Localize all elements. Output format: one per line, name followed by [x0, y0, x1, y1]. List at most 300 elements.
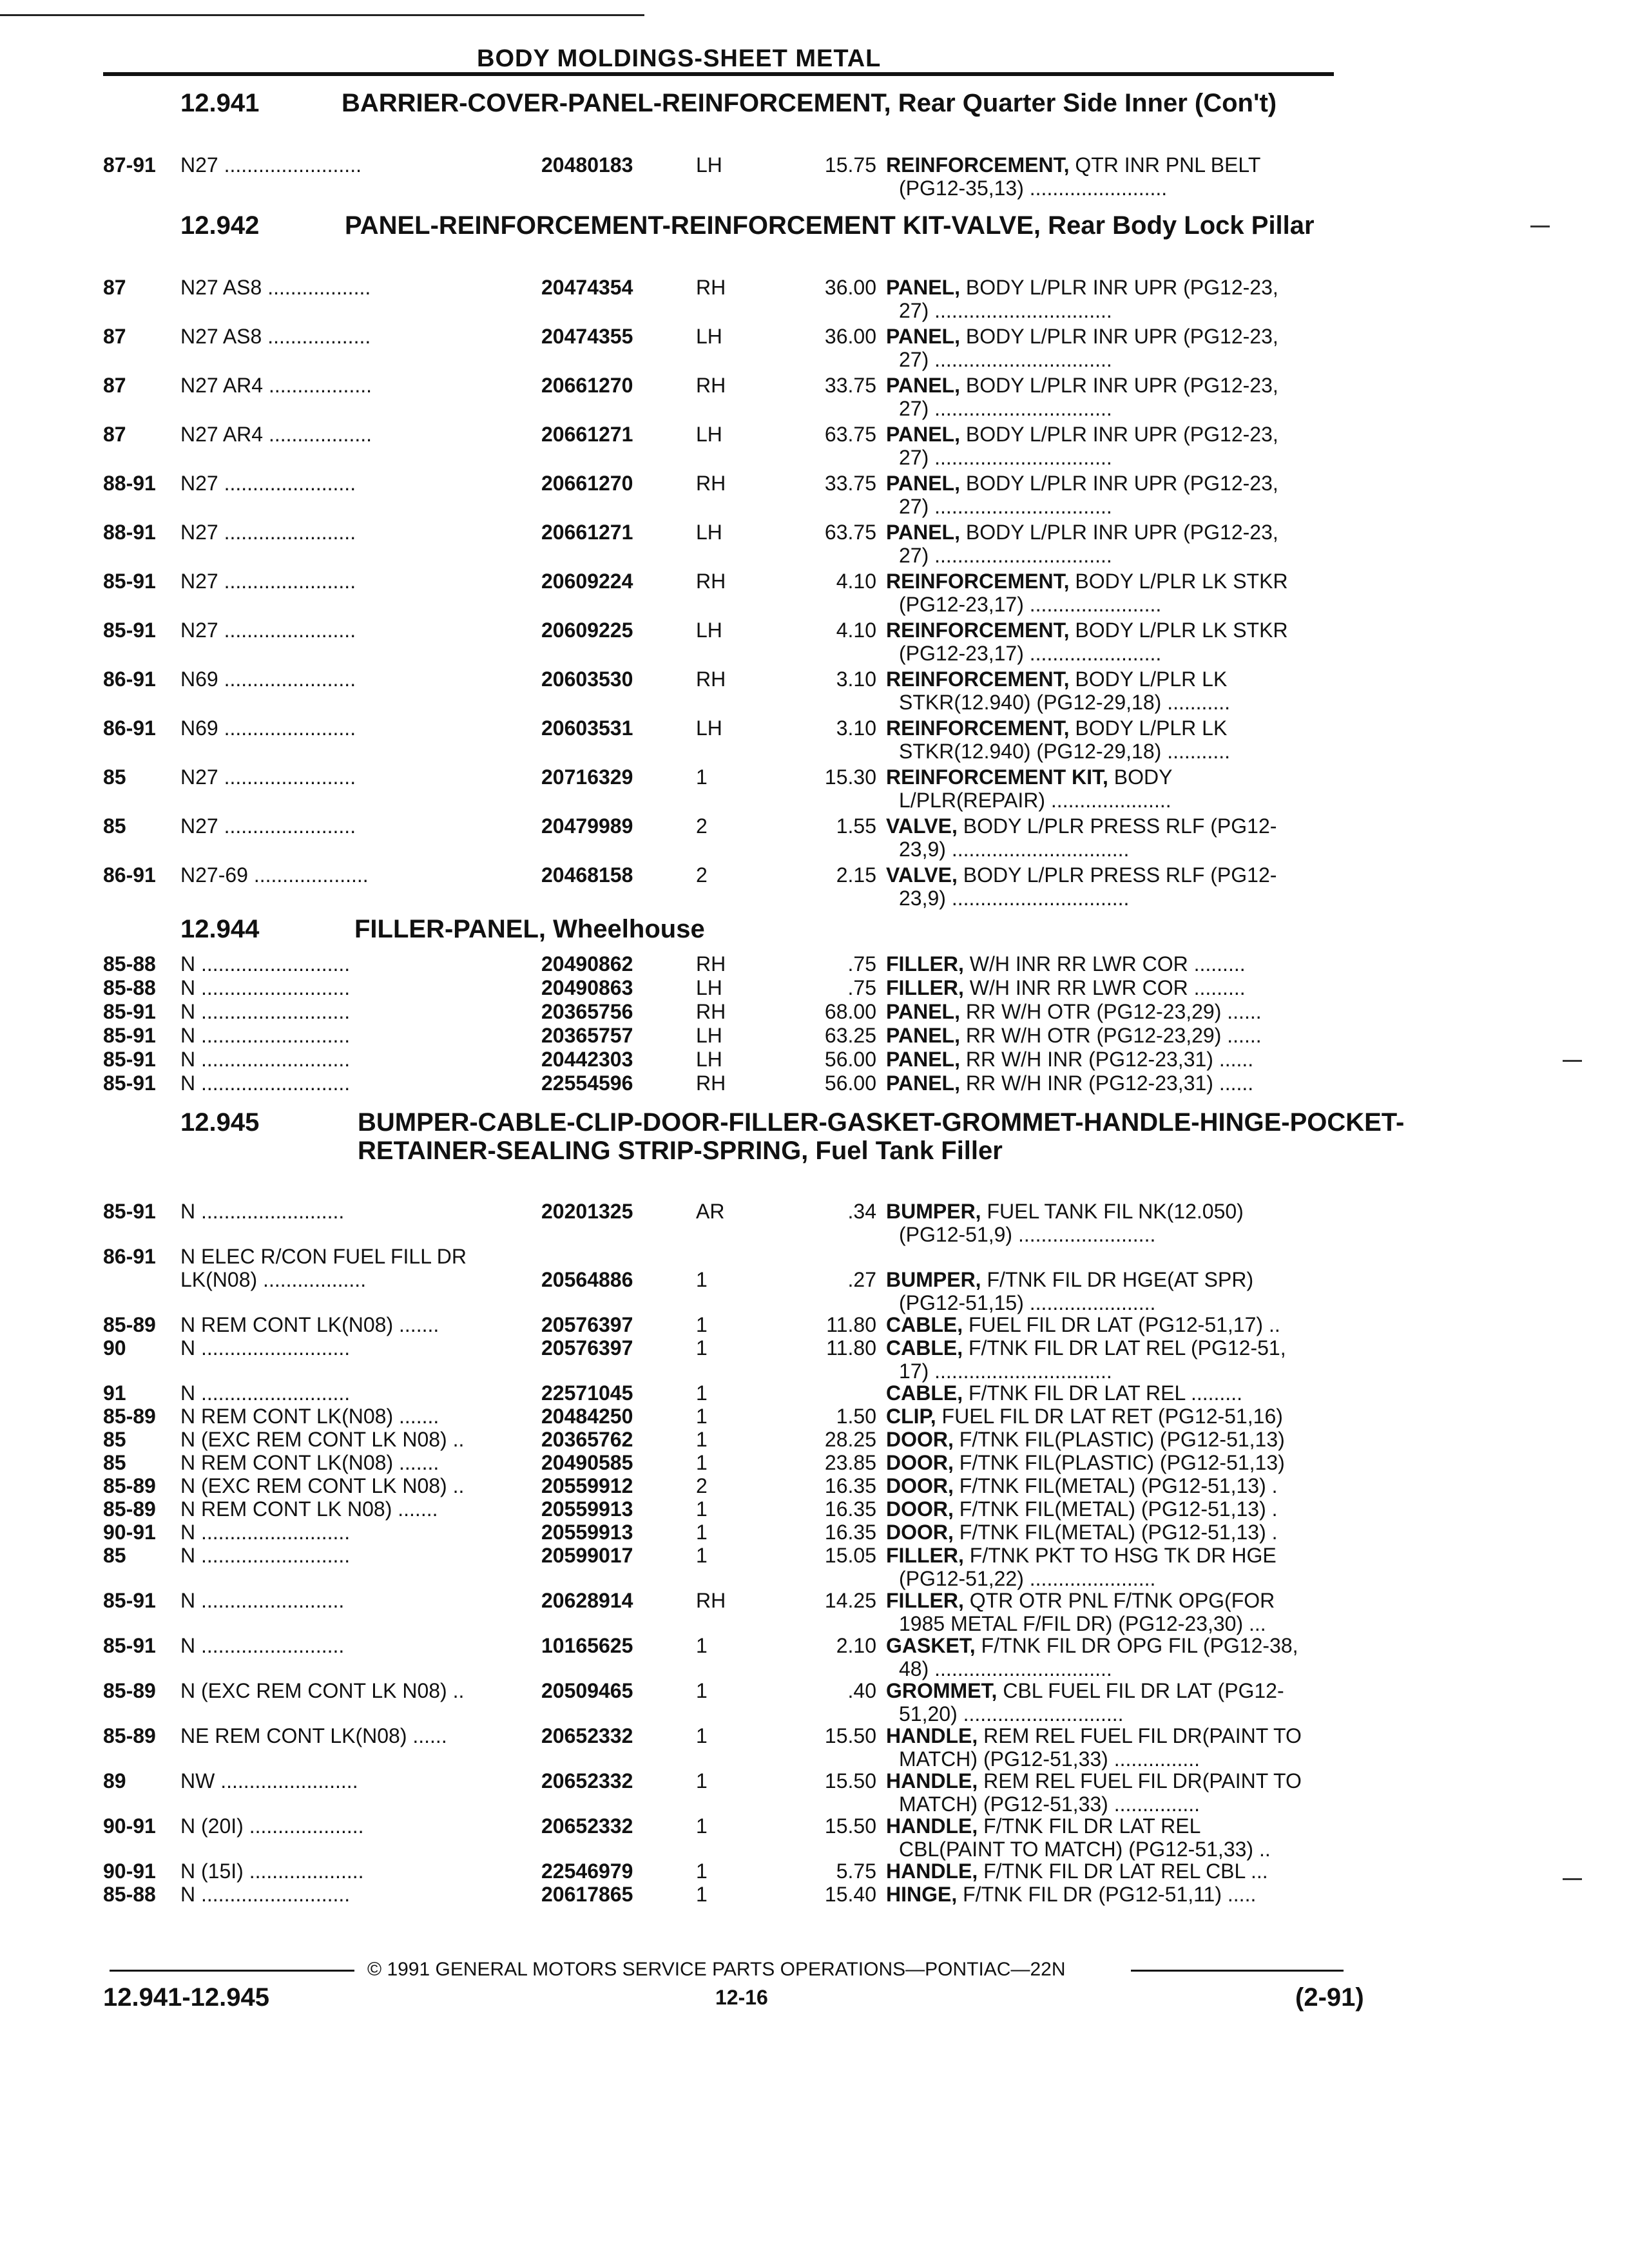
- price: 63.75: [824, 423, 876, 446]
- section-number: 12.944: [180, 915, 260, 943]
- description: [886, 716, 1382, 763]
- quantity: 1: [696, 1381, 708, 1405]
- model-years: 90-91: [103, 1860, 156, 1883]
- model-years: 91: [103, 1381, 126, 1405]
- part-name: FILLER,: [886, 1589, 964, 1612]
- part-name: HINGE,: [886, 1883, 958, 1906]
- quantity: 1: [696, 1860, 708, 1883]
- price: 56.00: [824, 1072, 876, 1095]
- part-detail: RR W/H OTR (PG12-23,29) ......: [965, 1024, 1262, 1047]
- part-detail: BODY L/PLR INR UPR (PG12-23,: [965, 472, 1278, 495]
- usage-code: N ..........................: [180, 1000, 351, 1023]
- description: [886, 1451, 1382, 1474]
- description: [886, 276, 1382, 322]
- model-years: 85-89: [103, 1405, 156, 1428]
- part-number: 20509465: [541, 1679, 633, 1702]
- model-years: 85-91: [103, 1634, 156, 1657]
- part-name: REINFORCEMENT,: [886, 153, 1070, 177]
- part-name: DOOR,: [886, 1451, 954, 1474]
- usage-code: N27 .......................: [180, 521, 356, 544]
- part-detail-continued: (PG12-51,15) ......................: [899, 1291, 1156, 1314]
- price: .27: [847, 1268, 876, 1291]
- usage-code: N ..........................: [180, 1544, 351, 1567]
- part-detail: BODY L/PLR INR UPR (PG12-23,: [965, 374, 1278, 397]
- quantity: RH: [696, 952, 726, 975]
- price: 15.30: [824, 765, 876, 789]
- description: [886, 1072, 1382, 1095]
- part-name: DOOR,: [886, 1497, 954, 1521]
- part-number: 10165625: [541, 1634, 633, 1657]
- quantity: RH: [696, 1000, 726, 1023]
- quantity: RH: [696, 570, 726, 593]
- part-detail: BODY L/PLR INR UPR (PG12-23,: [965, 423, 1278, 446]
- price: .75: [847, 976, 876, 999]
- description: [886, 1268, 1382, 1314]
- quantity: 1: [696, 1544, 708, 1567]
- quantity: LH: [696, 716, 722, 740]
- model-years: 85-88: [103, 952, 156, 975]
- section-number: 12.945: [180, 1108, 260, 1137]
- section-number: 12.942: [180, 211, 260, 240]
- price: .34: [847, 1200, 876, 1223]
- part-name: PANEL,: [886, 472, 960, 495]
- part-detail: BODY L/PLR LK: [1075, 716, 1228, 740]
- part-detail: W/H INR RR LWR COR .........: [969, 976, 1246, 999]
- usage-code: LK(N08) ..................: [180, 1268, 367, 1291]
- quantity: 1: [696, 1405, 708, 1428]
- part-name: CABLE,: [886, 1336, 963, 1360]
- description: [886, 153, 1382, 200]
- usage-code: N ELEC R/CON FUEL FILL DR: [180, 1245, 467, 1268]
- part-detail-continued: 27) ...............................: [899, 544, 1112, 567]
- usage-code: N (20I) ....................: [180, 1814, 364, 1838]
- part-name: PANEL,: [886, 1048, 960, 1071]
- part-detail: FUEL FIL DR LAT RET (PG12-51,16): [941, 1405, 1283, 1428]
- part-detail: BODY L/PLR PRESS RLF (PG12-: [963, 863, 1277, 887]
- usage-code: N ..........................: [180, 952, 351, 975]
- part-detail-continued: 27) ...............................: [899, 495, 1112, 518]
- price: 15.50: [824, 1724, 876, 1747]
- usage-code: N (EXC REM CONT LK N08) ..: [180, 1428, 465, 1451]
- part-name: PANEL,: [886, 1000, 960, 1023]
- quantity: RH: [696, 1072, 726, 1095]
- quantity: RH: [696, 374, 726, 397]
- model-years: 85-91: [103, 570, 156, 593]
- usage-code: N27 AS8 ..................: [180, 276, 371, 299]
- part-detail: BODY L/PLR PRESS RLF (PG12-: [963, 814, 1277, 838]
- part-detail: REM REL FUEL FIL DR(PAINT TO: [983, 1724, 1302, 1747]
- part-name: GROMMET,: [886, 1679, 998, 1702]
- usage-code: N27 .......................: [180, 570, 356, 593]
- usage-code: NE REM CONT LK(N08) ......: [180, 1724, 447, 1747]
- usage-code: N27 AS8 ..................: [180, 325, 371, 348]
- part-name: HANDLE,: [886, 1814, 978, 1838]
- description: [886, 1860, 1382, 1883]
- description: [886, 1428, 1382, 1451]
- description: [886, 1048, 1382, 1071]
- part-detail: FUEL FIL DR LAT (PG12-51,17) ..: [969, 1313, 1280, 1336]
- part-name: CLIP,: [886, 1405, 936, 1428]
- quantity: 1: [696, 1769, 708, 1792]
- quantity: 1: [696, 1268, 708, 1291]
- description: [886, 1000, 1382, 1023]
- part-number: 20559912: [541, 1474, 633, 1497]
- description: [886, 570, 1382, 616]
- part-detail: F/TNK FIL DR LAT REL .........: [969, 1381, 1242, 1405]
- quantity: 1: [696, 1521, 708, 1544]
- part-number: 20652332: [541, 1724, 633, 1747]
- description: [886, 863, 1382, 910]
- usage-code: N ..........................: [180, 1883, 351, 1906]
- quantity: RH: [696, 472, 726, 495]
- part-detail: F/TNK FIL(METAL) (PG12-51,13) .: [959, 1474, 1278, 1497]
- part-detail: F/TNK FIL DR LAT REL (PG12-51,: [969, 1336, 1286, 1360]
- quantity: LH: [696, 1048, 722, 1071]
- price: 33.75: [824, 374, 876, 397]
- model-years: 87: [103, 276, 126, 299]
- model-years: 87: [103, 325, 126, 348]
- part-number: 20564886: [541, 1268, 633, 1291]
- part-number: 20365762: [541, 1428, 633, 1451]
- part-number: 20559913: [541, 1497, 633, 1521]
- quantity: 1: [696, 1679, 708, 1702]
- model-years: 85: [103, 814, 126, 838]
- usage-code: N27 .......................: [180, 472, 356, 495]
- part-name: PANEL,: [886, 1024, 960, 1047]
- part-number: 20484250: [541, 1405, 633, 1428]
- price: 15.50: [824, 1814, 876, 1838]
- part-detail-continued: MATCH) (PG12-51,33) ...............: [899, 1747, 1200, 1771]
- part-detail: QTR INR PNL BELT: [1075, 153, 1261, 177]
- model-years: 88-91: [103, 472, 156, 495]
- part-detail-continued: MATCH) (PG12-51,33) ...............: [899, 1792, 1200, 1816]
- description: [886, 1769, 1382, 1816]
- price: 1.55: [836, 814, 876, 838]
- quantity: 2: [696, 1474, 708, 1497]
- part-name: CABLE,: [886, 1381, 963, 1405]
- part-name: REINFORCEMENT,: [886, 619, 1070, 642]
- description: [886, 668, 1382, 714]
- model-years: 90-91: [103, 1521, 156, 1544]
- model-years: 85: [103, 1451, 126, 1474]
- revision-date: (2-91): [1295, 1983, 1364, 2012]
- description: [886, 374, 1382, 420]
- model-years: 85-89: [103, 1679, 156, 1702]
- part-detail: QTR OTR PNL F/TNK OPG(FOR: [969, 1589, 1275, 1612]
- price: 15.40: [824, 1883, 876, 1906]
- quantity: 1: [696, 1883, 708, 1906]
- usage-code: N69 .......................: [180, 668, 356, 691]
- part-number: 20628914: [541, 1589, 633, 1612]
- usage-code: N (15I) ....................: [180, 1860, 364, 1883]
- model-years: 85-89: [103, 1313, 156, 1336]
- part-detail-continued: 27) ...............................: [899, 348, 1112, 371]
- model-years: 90-91: [103, 1814, 156, 1838]
- price: 28.25: [824, 1428, 876, 1451]
- part-detail: W/H INR RR LWR COR .........: [969, 952, 1246, 975]
- usage-code: N REM CONT LK N08) .......: [180, 1497, 438, 1521]
- part-number: 20661271: [541, 423, 633, 446]
- price: .40: [847, 1679, 876, 1702]
- part-detail: CBL FUEL FIL DR LAT (PG12-: [1003, 1679, 1284, 1702]
- part-detail-continued: (PG12-51,9) ........................: [899, 1223, 1156, 1246]
- part-detail: F/TNK FIL DR LAT REL CBL ...: [983, 1860, 1268, 1883]
- quantity: 1: [696, 1336, 708, 1360]
- top-rule: [0, 14, 644, 16]
- usage-code: N27 AR4 ..................: [180, 374, 372, 397]
- quantity: RH: [696, 1589, 726, 1612]
- part-detail-continued: 23,9) ...............................: [899, 838, 1130, 861]
- price: 1.50: [836, 1405, 876, 1428]
- part-detail: F/TNK FIL(METAL) (PG12-51,13) .: [959, 1497, 1278, 1521]
- part-detail: F/TNK FIL DR HGE(AT SPR): [987, 1268, 1254, 1291]
- description: [886, 1024, 1382, 1047]
- quantity: LH: [696, 153, 722, 177]
- description: [886, 1313, 1382, 1336]
- price: 63.25: [824, 1024, 876, 1047]
- quantity: LH: [696, 1024, 722, 1047]
- model-years: 85-91: [103, 1200, 156, 1223]
- part-detail-continued: STKR(12.940) (PG12-29,18) ...........: [899, 691, 1230, 714]
- description: [886, 619, 1382, 665]
- model-years: 85-91: [103, 1024, 156, 1047]
- price: 16.35: [824, 1497, 876, 1521]
- price: 36.00: [824, 276, 876, 299]
- part-number: 20716329: [541, 765, 633, 789]
- model-years: 86-91: [103, 668, 156, 691]
- usage-code: N69 .......................: [180, 716, 356, 740]
- usage-code: N27 ........................: [180, 153, 361, 177]
- part-detail: RR W/H OTR (PG12-23,29) ......: [965, 1000, 1262, 1023]
- part-detail: BODY L/PLR LK STKR: [1075, 570, 1288, 593]
- part-number: 22571045: [541, 1381, 633, 1405]
- part-detail-continued: 27) ...............................: [899, 397, 1112, 420]
- usage-code: N (EXC REM CONT LK N08) ..: [180, 1474, 465, 1497]
- usage-code: N ..........................: [180, 1048, 351, 1071]
- quantity: LH: [696, 521, 722, 544]
- part-name: HANDLE,: [886, 1724, 978, 1747]
- price: 36.00: [824, 325, 876, 348]
- price: .75: [847, 952, 876, 975]
- part-number: 20490862: [541, 952, 633, 975]
- part-name: REINFORCEMENT,: [886, 570, 1070, 593]
- price: 15.05: [824, 1544, 876, 1567]
- section-title: FILLER-PANEL, Wheelhouse: [354, 915, 705, 943]
- part-name: PANEL,: [886, 521, 960, 544]
- model-years: 85-91: [103, 1048, 156, 1071]
- part-name: BUMPER,: [886, 1200, 981, 1223]
- part-number: 20365756: [541, 1000, 633, 1023]
- price: 14.25: [824, 1589, 876, 1612]
- part-name: DOOR,: [886, 1521, 954, 1544]
- usage-code: N27 AR4 ..................: [180, 423, 372, 446]
- quantity: 1: [696, 1724, 708, 1747]
- page-title: BODY MOLDINGS-SHEET METAL: [477, 45, 882, 72]
- description: [886, 521, 1382, 567]
- description: [886, 1336, 1382, 1383]
- part-name: PANEL,: [886, 276, 960, 299]
- part-name: PANEL,: [886, 325, 960, 348]
- part-number: 20365757: [541, 1024, 633, 1047]
- description: [886, 1883, 1382, 1906]
- model-years: 85-89: [103, 1724, 156, 1747]
- part-detail: BODY L/PLR INR UPR (PG12-23,: [965, 521, 1278, 544]
- price: 16.35: [824, 1521, 876, 1544]
- description: [886, 952, 1382, 975]
- price: 3.10: [836, 668, 876, 691]
- quantity: 1: [696, 1451, 708, 1474]
- quantity: 1: [696, 1313, 708, 1336]
- quantity: RH: [696, 668, 726, 691]
- usage-code: N REM CONT LK(N08) .......: [180, 1451, 439, 1474]
- section-range: 12.941-12.945: [103, 1983, 270, 2012]
- description: [886, 1200, 1382, 1246]
- description: [886, 1497, 1382, 1521]
- quantity: 2: [696, 814, 708, 838]
- price: 56.00: [824, 1048, 876, 1071]
- part-detail-continued: 27) ...............................: [899, 446, 1112, 469]
- part-name: HANDLE,: [886, 1860, 978, 1883]
- copyright-line: © 1991 GENERAL MOTORS SERVICE PARTS OPERATIONS—PONTIAC—22N: [367, 1959, 1066, 1980]
- footer-rule-left: [110, 1970, 354, 1972]
- quantity: 1: [696, 1497, 708, 1521]
- part-detail: RR W/H INR (PG12-23,31) ......: [965, 1048, 1254, 1071]
- part-detail-continued: (PG12-23,17) .......................: [899, 593, 1162, 616]
- part-name: PANEL,: [886, 374, 960, 397]
- part-detail: BODY L/PLR LK: [1075, 668, 1228, 691]
- part-detail: F/TNK FIL(PLASTIC) (PG12-51,13): [959, 1451, 1285, 1474]
- part-number: 20609225: [541, 619, 633, 642]
- usage-code: N REM CONT LK(N08) .......: [180, 1313, 439, 1336]
- description: [886, 976, 1382, 999]
- part-detail-continued: CBL(PAINT TO MATCH) (PG12-51,33) ..: [899, 1838, 1271, 1861]
- model-years: 85-91: [103, 1589, 156, 1612]
- part-number: 20652332: [541, 1814, 633, 1838]
- part-number: 20474354: [541, 276, 633, 299]
- part-name: REINFORCEMENT,: [886, 668, 1070, 691]
- part-name: BUMPER,: [886, 1268, 981, 1291]
- header-rule: [103, 72, 1334, 76]
- model-years: 88-91: [103, 521, 156, 544]
- part-name: PANEL,: [886, 1072, 960, 1095]
- usage-code: N .........................: [180, 1634, 345, 1657]
- part-number: 20599017: [541, 1544, 633, 1567]
- section-title: BARRIER-COVER-PANEL-REINFORCEMENT, Rear Quarter Side Inner (Con't): [342, 89, 1277, 117]
- part-name: VALVE,: [886, 863, 958, 887]
- price: 15.50: [824, 1769, 876, 1792]
- part-detail: BODY L/PLR LK STKR: [1075, 619, 1288, 642]
- part-number: 20468158: [541, 863, 633, 887]
- model-years: 90: [103, 1336, 126, 1360]
- price: 11.80: [826, 1313, 876, 1336]
- edge-mark: [1563, 1878, 1582, 1880]
- section-title: BUMPER-CABLE-CLIP-DOOR-FILLER-GASKET-GROMMET-HANDLE-HINGE-POCKET-RETAINER-SEALING STRIP-SPRING, Fuel Tank Filler: [358, 1108, 1405, 1165]
- part-name: DOOR,: [886, 1474, 954, 1497]
- description: [886, 765, 1382, 812]
- part-detail-continued: (PG12-35,13) ........................: [899, 177, 1168, 200]
- description: [886, 1405, 1382, 1428]
- part-number: 22546979: [541, 1860, 633, 1883]
- part-number: 20652332: [541, 1769, 633, 1792]
- quantity: 1: [696, 1814, 708, 1838]
- description: [886, 1634, 1382, 1680]
- description: [886, 1544, 1382, 1590]
- part-name: PANEL,: [886, 423, 960, 446]
- part-detail-continued: (PG12-23,17) .......................: [899, 642, 1162, 665]
- model-years: 85-91: [103, 1000, 156, 1023]
- part-name: DOOR,: [886, 1428, 954, 1451]
- part-number: 20661270: [541, 472, 633, 495]
- part-name: GASKET,: [886, 1634, 976, 1657]
- part-number: 20661271: [541, 521, 633, 544]
- part-name: CABLE,: [886, 1313, 963, 1336]
- part-name: FILLER,: [886, 1544, 964, 1567]
- section-number: 12.941: [180, 89, 260, 117]
- part-detail-continued: 51,20) ............................: [899, 1702, 1124, 1725]
- usage-code: N ..........................: [180, 1072, 351, 1095]
- quantity: 1: [696, 1428, 708, 1451]
- usage-code: N27-69 ....................: [180, 863, 369, 887]
- price: 4.10: [836, 570, 876, 593]
- part-number: 22554596: [541, 1072, 633, 1095]
- footer-rule-right: [1131, 1970, 1344, 1972]
- usage-code: N27 .......................: [180, 619, 356, 642]
- edge-mark: [1563, 1060, 1582, 1062]
- part-name: FILLER,: [886, 976, 964, 999]
- usage-code: N .........................: [180, 1200, 345, 1223]
- quantity: RH: [696, 276, 726, 299]
- usage-code: N27 .......................: [180, 765, 356, 789]
- model-years: 85: [103, 1428, 126, 1451]
- part-number: 20576397: [541, 1336, 633, 1360]
- quantity: LH: [696, 976, 722, 999]
- price: 5.75: [836, 1860, 876, 1883]
- description: [886, 1724, 1382, 1771]
- part-number: 20474355: [541, 325, 633, 348]
- price: 15.75: [824, 153, 876, 177]
- model-years: 87: [103, 374, 126, 397]
- price: 16.35: [824, 1474, 876, 1497]
- description: [886, 1679, 1382, 1725]
- usage-code: N ..........................: [180, 1381, 351, 1405]
- part-number: 20559913: [541, 1521, 633, 1544]
- part-name: HANDLE,: [886, 1769, 978, 1792]
- description: [886, 1814, 1382, 1861]
- model-years: 86-91: [103, 1245, 156, 1268]
- part-detail: F/TNK FIL DR LAT REL: [983, 1814, 1201, 1838]
- part-name: REINFORCEMENT,: [886, 716, 1070, 740]
- page-number: 12-16: [715, 1986, 768, 2009]
- part-detail-continued: 27) ...............................: [899, 299, 1112, 322]
- price: 33.75: [824, 472, 876, 495]
- description: [886, 1521, 1382, 1544]
- quantity: AR: [696, 1200, 725, 1223]
- description: [886, 1474, 1382, 1497]
- model-years: 87: [103, 423, 126, 446]
- part-detail: RR W/H INR (PG12-23,31) ......: [965, 1072, 1254, 1095]
- usage-code: N REM CONT LK(N08) .......: [180, 1405, 439, 1428]
- price: 2.10: [836, 1634, 876, 1657]
- description: [886, 472, 1382, 518]
- part-detail: F/TNK FIL(METAL) (PG12-51,13) .: [959, 1521, 1278, 1544]
- part-number: 20490585: [541, 1451, 633, 1474]
- part-detail: F/TNK FIL DR (PG12-51,11) .....: [963, 1883, 1257, 1906]
- usage-code: N .........................: [180, 1589, 345, 1612]
- usage-code: N ..........................: [180, 1521, 351, 1544]
- description: [886, 814, 1382, 861]
- part-detail-continued: L/PLR(REPAIR) .....................: [899, 789, 1171, 812]
- description: [886, 1589, 1382, 1635]
